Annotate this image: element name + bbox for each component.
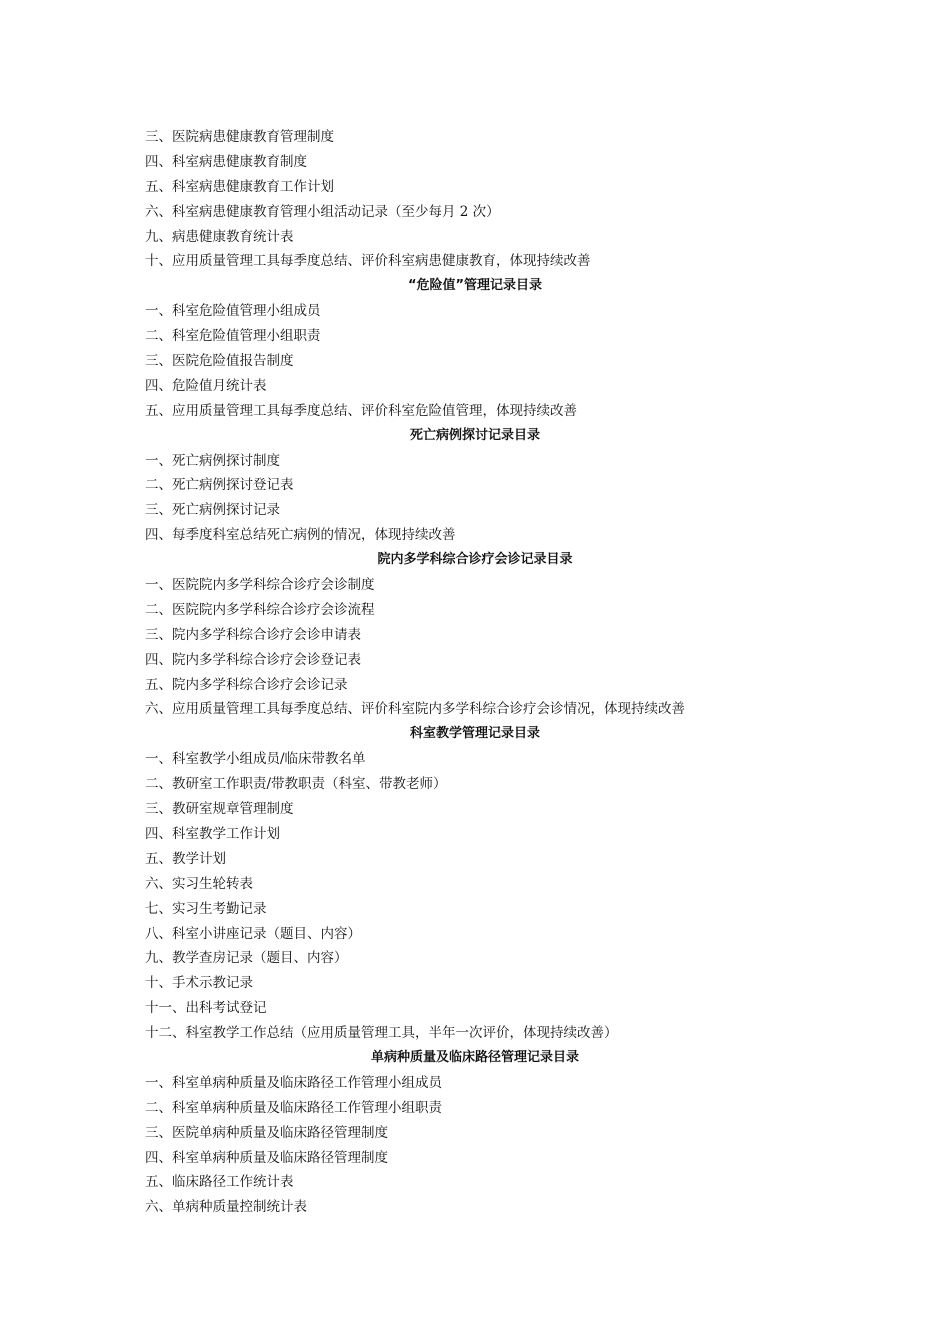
list-item: 六、应用质量管理工具每季度总结、评价科室院内多学科综合诊疗会诊情况，体现持续改善	[145, 701, 685, 718]
list-item: 二、死亡病例探讨登记表	[145, 477, 294, 494]
list-item: 五、临床路径工作统计表	[145, 1174, 294, 1191]
list-item: 三、教研室规章管理制度	[145, 801, 294, 818]
list-item: 三、医院单病种质量及临床路径管理制度	[145, 1124, 388, 1141]
list-item: 十一、出科考试登记	[145, 1000, 267, 1017]
list-item: 一、科室危险值管理小组成员	[145, 303, 321, 320]
list-item: 五、科室病患健康教育工作计划	[145, 178, 334, 195]
section-heading-mdt-consultation: 院内多学科综合诊疗会诊记录目录	[377, 552, 573, 568]
section-heading-critical-value: “危险值”管理记录目录	[407, 278, 543, 294]
list-item: 五、应用质量管理工具每季度总结、评价科室危险值管理，体现持续改善	[145, 402, 577, 419]
list-item: 四、科室病患健康教育制度	[145, 153, 307, 170]
list-item: 六、科室病患健康教育管理小组活动记录（至少每月 2 次）	[145, 203, 500, 220]
list-item: 四、科室教学工作计划	[145, 825, 280, 842]
list-item: 三、医院病患健康教育管理制度	[145, 129, 334, 145]
list-item: 二、科室危险值管理小组职责	[145, 328, 321, 345]
document-body	[145, 125, 805, 1220]
list-item: 十二、科室教学工作总结（应用质量管理工具，半年一次评价，体现持续改善）	[145, 1025, 618, 1042]
list-item: 一、科室教学小组成员/临床带教名单	[145, 751, 366, 768]
list-item: 十、应用质量管理工具每季度总结、评价科室病患健康教育，体现持续改善	[145, 253, 591, 270]
list-item: 四、危险值月统计表	[145, 377, 267, 394]
list-item: 三、医院危险值报告制度	[145, 353, 294, 370]
section-heading-single-disease-pathway: 单病种质量及临床路径管理记录目录	[370, 1049, 579, 1065]
list-item: 六、单病种质量控制统计表	[145, 1199, 307, 1216]
list-item: 八、科室小讲座记录（题目、内容）	[145, 925, 361, 942]
section-heading-death-case: 死亡病例探讨记录目录	[409, 427, 540, 443]
list-item: 一、科室单病种质量及临床路径工作管理小组成员	[145, 1074, 442, 1091]
list-item: 四、科室单病种质量及临床路径管理制度	[145, 1149, 388, 1166]
list-item: 三、死亡病例探讨记录	[145, 502, 280, 519]
list-item: 十、手术示教记录	[145, 975, 253, 992]
list-item: 一、死亡病例探讨制度	[145, 452, 280, 469]
list-item: 一、医院院内多学科综合诊疗会诊制度	[145, 577, 375, 594]
list-item: 九、教学查房记录（题目、内容）	[145, 950, 348, 967]
list-item: 二、医院院内多学科综合诊疗会诊流程	[145, 601, 375, 618]
list-item: 四、每季度科室总结死亡病例的情况，体现持续改善	[145, 527, 456, 544]
list-item: 九、病患健康教育统计表	[145, 228, 294, 245]
list-item: 五、教学计划	[145, 850, 226, 867]
list-item: 六、实习生轮转表	[145, 875, 253, 892]
section-heading-teaching-management: 科室教学管理记录目录	[409, 726, 540, 742]
list-item: 七、实习生考勤记录	[145, 900, 267, 917]
list-item: 三、院内多学科综合诊疗会诊申请表	[145, 626, 361, 643]
list-item: 二、教研室工作职责/带教职责（科室、带教老师）	[145, 776, 447, 793]
list-item: 五、院内多学科综合诊疗会诊记录	[145, 676, 348, 693]
list-item: 二、科室单病种质量及临床路径工作管理小组职责	[145, 1099, 442, 1116]
list-item: 四、院内多学科综合诊疗会诊登记表	[145, 651, 361, 668]
